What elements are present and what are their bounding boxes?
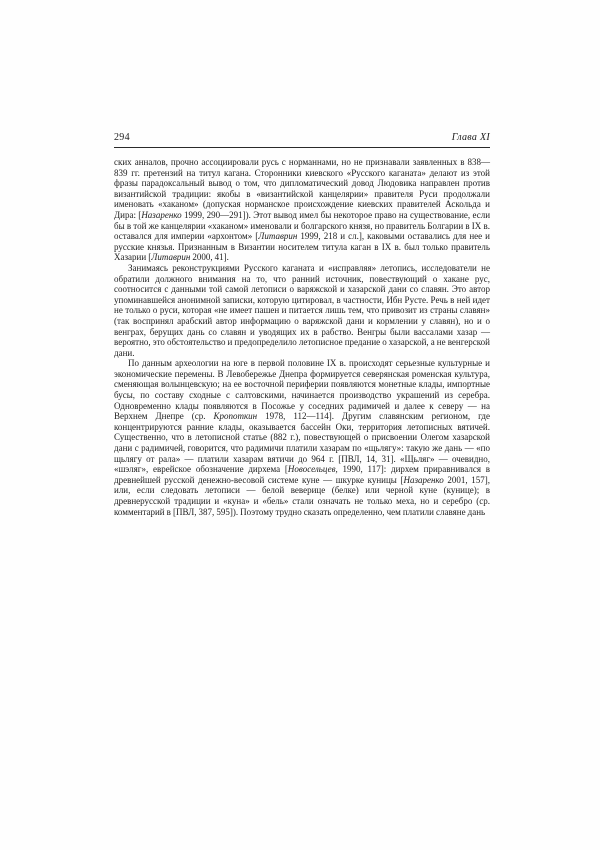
- body-text-run: 2001, 157], или, если следовать летописи — белой веверице (белке) или черной куне (кунице); в древнерусской традиции и «куна» и «бель» стали означать не только меха, но и серебро (ср. комментарий в [ПВЛ, 387, 595]). Поэтому трудно сказать определенно, чем платили славяне дань: [114, 474, 490, 517]
- body-text-run: 1990, 117]: дирхем приравнивался в древнейшей русской денежно-весовой системе куне — шкурке куницы [: [114, 464, 490, 485]
- body-text-run: 1999, 218 и сл.], каковыми оставались для нее и русские князья. Признанным в Византии носителем титула каган в IX в. был только правитель Хазарии [: [114, 231, 490, 263]
- body-text-run: 1978, 112—114]. Другим славянским регионом, где концентрируются ранние клады, оказывается бассейн Оки, территория летописных вятичей. Существенно, что в летописной статье (882 г.), повествующей о присвоении Олегом хазарской дани с радимичей, говорится, что радимичи платили хазарам по «щьлягу»: такую же дань — «по щьлягу от рала» — платили хазарам вятичи до 964 г. [ПВЛ, 14, 31]. «Щьляг» — очевидно, «шэляг», еврейское обозначение дирхема [: [114, 411, 490, 475]
- chapter-header: Глава XI: [451, 132, 490, 143]
- body-text-run: ских анналов, прочно ассоциировали русь с норманнами, но не признавали заявленных в 838—839 гг. претензий на титул кагана. Сторонники киевского «Русского каганата» делают из этой фразы парадоксальный вывод о том, что дипломатический довод Людовика направлен против византийской традиции: якобы в «византийской канцелярии» правителя Руси продолжали именовать «хаканом» (допуская норманское происхождение киевских правителей Аскольда и Дира: [: [114, 157, 490, 220]
- page-content: [114, 132, 490, 517]
- citation-author: Назаренко: [403, 474, 444, 485]
- body-text-run: 2000, 41].: [190, 252, 229, 263]
- citation-author: Кропоткин: [213, 411, 258, 422]
- header-rule: [114, 147, 490, 148]
- body-text-run: 1999, 290—291]). Этот вывод имел бы некоторое право на существование, если бы в той же канцелярии «хаканом» именовали и болгарского князя, но правитель Болгарии в IX в. оставался для империи «архонтом» [: [114, 209, 491, 242]
- citation-author: Новосельцев,: [287, 464, 338, 475]
- citation-author: Назаренко: [141, 209, 182, 220]
- citation-author: Литаврин: [258, 231, 298, 242]
- page-number: 294: [114, 132, 130, 143]
- body-paragraph: [114, 358, 490, 517]
- body-text-run: Занимаясь реконструкциями Русского каганата и «исправляя» летопись, исследователи не обратили должного внимания на то, что ранний источник, повествующий о хакане рус, соотносится с данными той самой летописи о варяжской и хазарской дани со славян. Это автор упоминавшейся анонимной записки, которую цитировал, в частности, Ибн Русте. Речь в ней идет не только о руси, которая «не имеет пашен и питается лишь тем, что привозит из страны славян» (так воспринял арабский автор информацию о варяжской дани и кормлении у славян), но и о венграх, берущих дань со славян и уводящих их в рабство. Венгры были вассалами хазар — вероятно, это обстоятельство и предопределило летописное предание о хазарской, а не венгерской дани.: [114, 262, 490, 358]
- text-block: [114, 157, 490, 517]
- body-paragraph: [114, 263, 490, 358]
- citation-author: Литаврин: [151, 252, 191, 263]
- body-text-run: По данным археологии на юге в первой половине IX в. происходят серьезные культурные и экономические перемены. В Левобережье Днепра формируется северянская роменская культура, сменяющая волынцевскую; на ее восточной периферии появляются монетные клады, импортные бусы, по составу сходные с салтовскими, начинается производство украшений из серебра. Одновременно клады появляются в Посожье у соседних радимичей и далее к северу — на Верхнем Днепре (ср.: [114, 358, 490, 422]
- running-head: [114, 132, 490, 147]
- body-paragraph: [114, 157, 490, 263]
